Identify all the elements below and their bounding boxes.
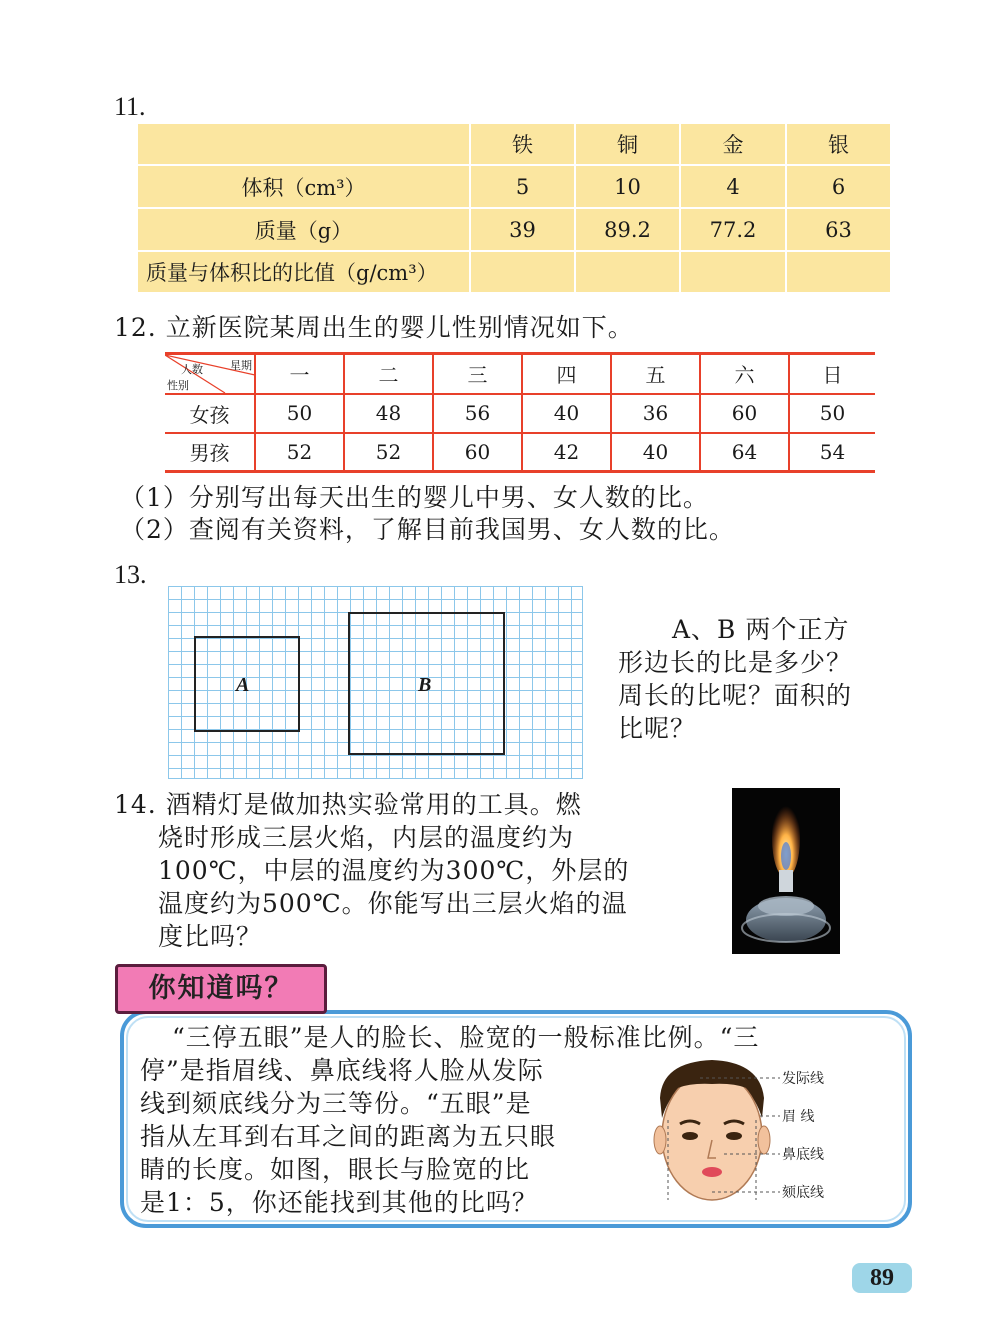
dyk-line-5: 睛的长度。如图，眼长与脸宽的比 bbox=[140, 1155, 531, 1184]
dyk-line-2: 停”是指眉线、鼻底线将人脸从发际 bbox=[140, 1056, 544, 1085]
q13-text-line-2: 形边长的比是多少？ bbox=[618, 648, 853, 677]
q11-table bbox=[136, 122, 892, 294]
q14-text-line-5: 度比吗？ bbox=[158, 922, 263, 951]
q12-subquestion-1: （1）分别写出每天出生的婴儿中男、女人数的比。 bbox=[120, 483, 709, 512]
question-12-title: 12. 立新医院某周出生的婴儿性别情况如下。 bbox=[114, 313, 634, 342]
q11-header-iron: 铁 bbox=[470, 123, 575, 165]
q12-day-header: 三 bbox=[433, 354, 522, 394]
q11-cell: 39 bbox=[470, 208, 575, 251]
q14-text-line-4: 温度约为500℃。你能写出三层火焰的温 bbox=[158, 889, 628, 918]
corner-label-gender: 性别 bbox=[167, 379, 189, 392]
q12-day-header: 一 bbox=[255, 354, 344, 394]
page-number: 89 bbox=[852, 1263, 912, 1293]
square-grid-figure bbox=[168, 586, 583, 779]
q11-cell: 5 bbox=[470, 165, 575, 208]
q11-cell: 77.2 bbox=[680, 208, 786, 251]
q13-text-line-4: 比呢？ bbox=[618, 714, 697, 743]
q14-text-line-3: 100℃，中层的温度约为300℃，外层的 bbox=[158, 856, 630, 885]
dyk-line-4: 指从左耳到右耳之间的距离为五只眼 bbox=[140, 1122, 557, 1151]
face-label-hairline: 发际线 bbox=[782, 1071, 824, 1087]
q12-cell: 52 bbox=[344, 433, 433, 472]
square-b-label: B bbox=[418, 674, 432, 696]
q11-cell: 6 bbox=[786, 165, 891, 208]
q12-corner-cell bbox=[165, 354, 255, 394]
corner-label-count: 人数 bbox=[181, 363, 203, 376]
q11-header-gold: 金 bbox=[680, 123, 786, 165]
q11-header-empty bbox=[137, 123, 470, 165]
q12-cell: 60 bbox=[433, 433, 522, 472]
question-11-number: 11. bbox=[114, 92, 146, 121]
square-a-label: A bbox=[236, 674, 250, 696]
did-you-know-title: 你知道吗？ bbox=[148, 973, 294, 1004]
q14-text-line-2: 烧时形成三层火焰，内层的温度约为 bbox=[158, 823, 575, 852]
q11-cell: 63 bbox=[786, 208, 891, 251]
q12-subquestion-2: （2）查阅有关资料，了解目前我国男、女人数的比。 bbox=[120, 515, 735, 544]
q12-cell: 52 bbox=[255, 433, 344, 472]
q14-text-line-1: 14. 酒精灯是做加热实验常用的工具。燃 bbox=[114, 790, 582, 819]
q12-day-header: 四 bbox=[522, 354, 611, 394]
q11-cell: 4 bbox=[680, 165, 786, 208]
q12-cell: 60 bbox=[700, 394, 789, 433]
q12-cell: 54 bbox=[789, 433, 875, 472]
q12-cell: 40 bbox=[611, 433, 700, 472]
q12-row-label-boys: 男孩 bbox=[165, 433, 255, 472]
q11-cell: 89.2 bbox=[575, 208, 680, 251]
q11-answer-cell[interactable] bbox=[680, 251, 786, 293]
q13-text-line-1: A、B 两个正方 bbox=[672, 615, 850, 644]
q11-row-label-mass: 质量（g） bbox=[137, 208, 470, 251]
q13-text-line-3: 周长的比呢？面积的 bbox=[618, 681, 853, 710]
q12-cell: 50 bbox=[789, 394, 875, 433]
dyk-line-6: 是1：5，你还能找到其他的比吗？ bbox=[140, 1188, 538, 1217]
q11-answer-cell[interactable] bbox=[470, 251, 575, 293]
q11-answer-cell[interactable] bbox=[575, 251, 680, 293]
q12-cell: 48 bbox=[344, 394, 433, 433]
q11-cell: 10 bbox=[575, 165, 680, 208]
face-proportion-illustration bbox=[640, 1058, 880, 1208]
q12-row-label-girls: 女孩 bbox=[165, 394, 255, 433]
q11-row-label-ratio: 质量与体积比的比值（g/cm³） bbox=[137, 251, 470, 293]
q11-row-label-volume: 体积（cm³） bbox=[137, 165, 470, 208]
q12-day-header: 二 bbox=[344, 354, 433, 394]
corner-label-weekday: 星期 bbox=[230, 359, 252, 372]
q11-header-copper: 铜 bbox=[575, 123, 680, 165]
face-label-chin-line: 颏底线 bbox=[782, 1185, 824, 1201]
dyk-line-3: 线到颏底线分为三等份。“五眼”是 bbox=[140, 1089, 532, 1118]
face-label-brow-line: 眉 线 bbox=[782, 1109, 815, 1125]
face-label-nose-base-line: 鼻底线 bbox=[782, 1147, 824, 1163]
q12-cell: 40 bbox=[522, 394, 611, 433]
did-you-know-tab bbox=[115, 964, 327, 1014]
question-13-number: 13. bbox=[114, 560, 147, 589]
q12-table bbox=[165, 352, 875, 473]
q11-answer-cell[interactable] bbox=[786, 251, 891, 293]
dyk-line-1: “三停五眼”是人的脸长、脸宽的一般标准比例。“三 bbox=[172, 1023, 760, 1052]
q12-day-header: 日 bbox=[789, 354, 875, 394]
q12-cell: 42 bbox=[522, 433, 611, 472]
alcohol-lamp-photo bbox=[732, 788, 840, 954]
q12-cell: 36 bbox=[611, 394, 700, 433]
q12-day-header: 六 bbox=[700, 354, 789, 394]
q11-header-silver: 银 bbox=[786, 123, 891, 165]
q12-cell: 56 bbox=[433, 394, 522, 433]
q12-cell: 50 bbox=[255, 394, 344, 433]
q12-day-header: 五 bbox=[611, 354, 700, 394]
q12-cell: 64 bbox=[700, 433, 789, 472]
